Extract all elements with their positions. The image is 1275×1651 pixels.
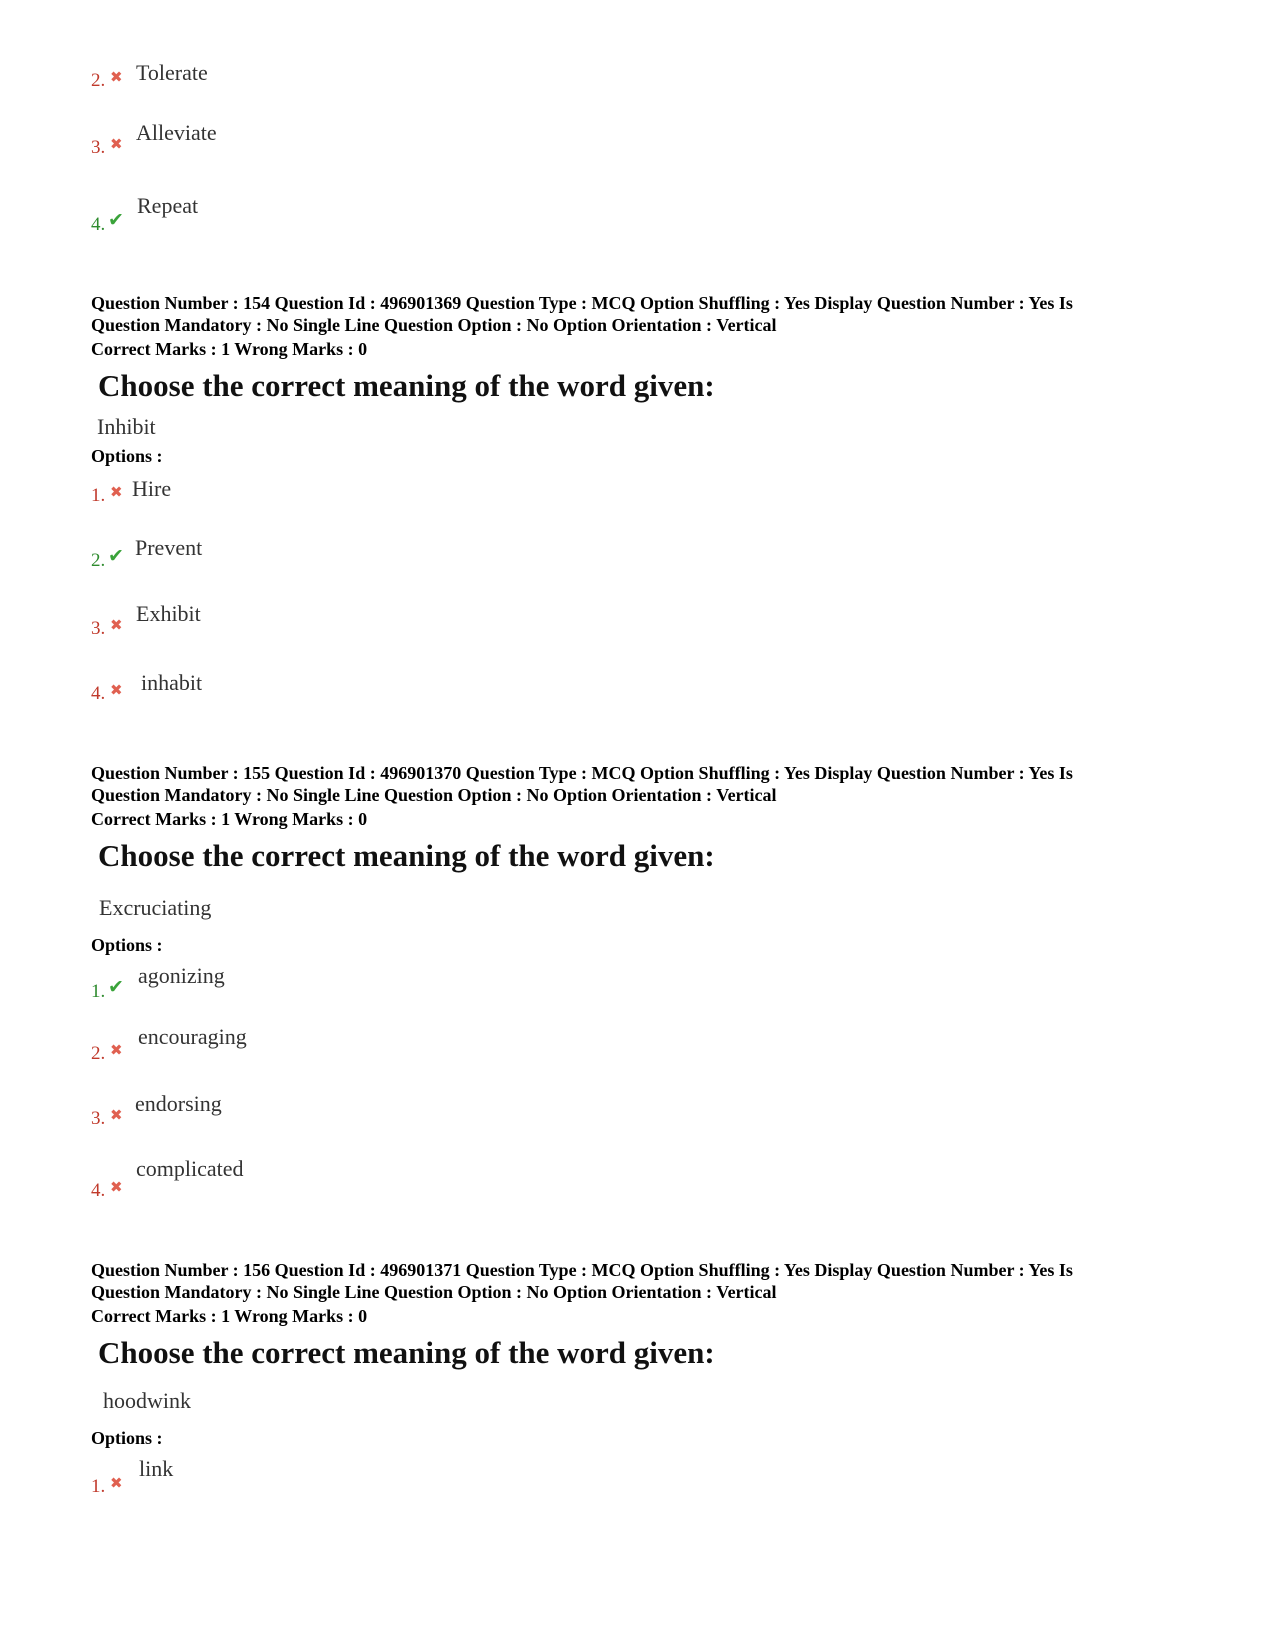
option-text: link — [139, 1456, 174, 1481]
cross-mark-icon: ✖ — [110, 1043, 123, 1059]
option-number: 3. — [91, 618, 106, 639]
option-text: Tolerate — [136, 60, 208, 85]
cross-mark-icon: ✖ — [110, 683, 123, 699]
question-marks: Correct Marks : 1 Wrong Marks : 0 — [91, 1306, 368, 1326]
option-number: 1. — [91, 1476, 106, 1497]
check-mark-icon: ✔ — [108, 977, 124, 998]
question-marks: Correct Marks : 1 Wrong Marks : 0 — [91, 809, 368, 829]
option-text: Hire — [132, 476, 172, 501]
option-number: 3. — [91, 1108, 106, 1129]
option-number: 1. — [91, 981, 106, 1002]
option-number: 4. — [91, 683, 106, 704]
cross-mark-icon: ✖ — [110, 137, 123, 153]
option-number: 2. — [91, 70, 106, 91]
cross-mark-icon: ✖ — [110, 618, 123, 634]
question-title: Choose the correct meaning of the word given: — [98, 838, 715, 873]
option-text: Repeat — [137, 193, 199, 218]
option-text: Alleviate — [136, 120, 217, 145]
option-number: 4. — [91, 214, 106, 235]
question-meta-line1: Question Number : 154 Question Id : 496901369 Question Type : MCQ Option Shuffling : Yes Display Question Number : Yes Is — [91, 293, 1073, 313]
question-word: Inhibit — [97, 414, 156, 439]
option-number: 3. — [91, 137, 106, 158]
cross-mark-icon: ✖ — [110, 485, 123, 501]
option-number: 2. — [91, 550, 106, 571]
option-text: inhabit — [141, 670, 203, 695]
question-title: Choose the correct meaning of the word given: — [98, 1335, 715, 1370]
option-text: Exhibit — [136, 601, 201, 626]
question-title: Choose the correct meaning of the word given: — [98, 368, 715, 403]
question-meta-line2: Question Mandatory : No Single Line Question Option : No Option Orientation : Vertical — [91, 315, 777, 335]
question-meta-line1: Question Number : 156 Question Id : 496901371 Question Type : MCQ Option Shuffling : Yes Display Question Number : Yes Is — [91, 1260, 1073, 1280]
cross-mark-icon: ✖ — [110, 1180, 123, 1196]
question-meta-line1: Question Number : 155 Question Id : 496901370 Question Type : MCQ Option Shuffling : Yes Display Question Number : Yes Is — [91, 763, 1073, 783]
option-text: Prevent — [135, 535, 203, 560]
option-text: endorsing — [135, 1091, 222, 1116]
question-meta — [91, 762, 1073, 806]
question-meta — [91, 1259, 1073, 1303]
question-marks: Correct Marks : 1 Wrong Marks : 0 — [91, 339, 368, 359]
cross-mark-icon: ✖ — [110, 1108, 123, 1124]
cross-mark-icon: ✖ — [110, 70, 123, 86]
option-number: 1. — [91, 485, 106, 506]
option-text: agonizing — [138, 963, 225, 988]
question-meta-line2: Question Mandatory : No Single Line Question Option : No Option Orientation : Vertical — [91, 785, 777, 805]
option-number: 2. — [91, 1043, 106, 1064]
question-word: hoodwink — [103, 1388, 191, 1413]
option-number: 4. — [91, 1180, 106, 1201]
question-meta-line2: Question Mandatory : No Single Line Question Option : No Option Orientation : Vertical — [91, 1282, 777, 1302]
options-label: Options : — [91, 1428, 163, 1448]
options-label: Options : — [91, 446, 163, 466]
cross-mark-icon: ✖ — [110, 1476, 123, 1492]
options-label: Options : — [91, 935, 163, 955]
option-text: complicated — [136, 1156, 244, 1181]
check-mark-icon: ✔ — [108, 546, 124, 567]
option-text: encouraging — [138, 1024, 247, 1049]
question-word: Excruciating — [99, 895, 212, 920]
question-meta — [91, 292, 1073, 336]
check-mark-icon: ✔ — [108, 210, 124, 231]
